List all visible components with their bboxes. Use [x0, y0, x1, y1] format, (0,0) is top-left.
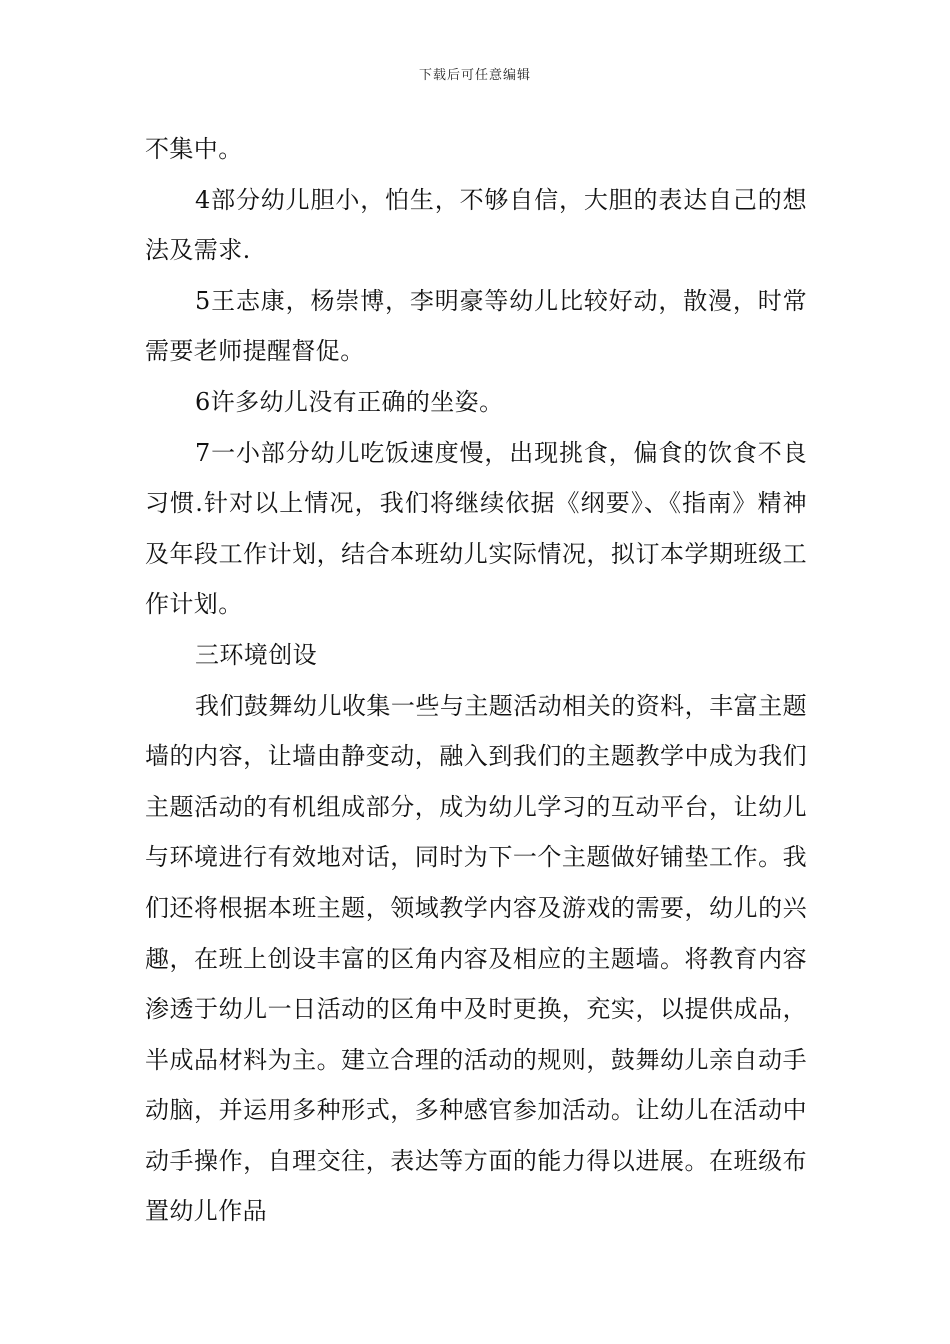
- paragraph-3: 5王志康，杨崇博，李明豪等幼儿比较好动，散漫，时常需要老师提醒督促。: [145, 286, 807, 366]
- paragraph-4: 6许多幼儿没有正确的坐姿。: [195, 387, 504, 416]
- paragraph-2: 4部分幼儿胆小，怕生，不够自信，大胆的表达自己的想法及需求.: [145, 185, 807, 265]
- paragraph-7: 我们鼓舞幼儿收集一些与主题活动相关的资料，丰富主题墙的内容，让墙由静变动，融入到我们的主题教学中成为我们主题活动的有机组成部分，成为幼儿学习的互动平台，让幼儿与环境进行有效地对话，同时为下一个主题做好铺垫工作。我们还将根据本班主题，领域教学内容及游戏的需要，幼儿的兴趣，在班上创设丰富的区角内容及相应的主题墙。将教育内容渗透于幼儿一日活动的区角中及时更换，充实，以提供成品，半成品材料为主。建立合理的活动的规则，鼓舞幼儿亲自动手动脑，并运用多种形式，多种感官参加活动。让幼儿在活动中动手操作，自理交往，表达等方面的能力得以进展。在班级布置幼儿作品: [145, 691, 807, 1226]
- section-heading-environment: 三环境创设: [195, 640, 317, 669]
- paragraph-5: 7一小部分幼儿吃饭速度慢，出现挑食，偏食的饮食不良习惯.针对以上情况，我们将继续依据《纲要》、《指南》精神及年段工作计划，结合本班幼儿实际情况，拟订本学期班级工作计划。: [145, 438, 807, 619]
- document-body: [145, 124, 807, 1237]
- paragraph-1: 不集中。: [145, 135, 243, 163]
- page-header-note: 下载后可任意编辑: [418, 68, 531, 83]
